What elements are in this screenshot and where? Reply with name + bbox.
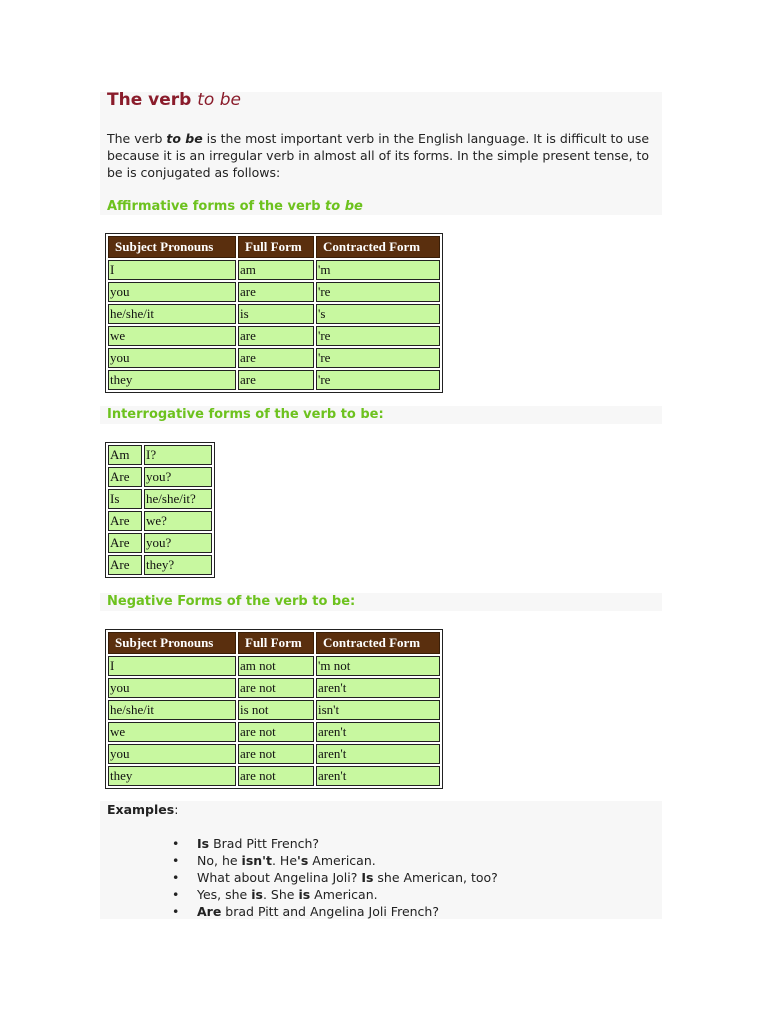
- table-cell: they: [108, 370, 236, 390]
- table-cell: you: [108, 744, 236, 764]
- table-row: [108, 744, 440, 764]
- table-cell: you: [108, 282, 236, 302]
- text: . He: [271, 853, 298, 868]
- list-item: [172, 835, 498, 852]
- table-row: [108, 260, 440, 280]
- table-cell: is: [238, 304, 314, 324]
- table-cell: 're: [316, 282, 440, 302]
- table-cell: isn't: [316, 700, 440, 720]
- list-item: [172, 886, 498, 903]
- interrogative-table: [105, 442, 215, 578]
- column-header: Full Form: [238, 632, 314, 654]
- table-header-row: [108, 632, 440, 654]
- text: Yes, she: [197, 887, 252, 902]
- table-cell: he/she/it: [108, 304, 236, 324]
- table-cell: Are: [108, 467, 142, 487]
- table-cell: am not: [238, 656, 314, 676]
- page-title: [107, 90, 241, 110]
- intro-paragraph: [107, 130, 655, 181]
- table-cell: Are: [108, 555, 142, 575]
- table-cell: aren't: [316, 678, 440, 698]
- negative-table: [105, 629, 443, 789]
- bold-text: Is: [197, 836, 210, 851]
- text: she American, too?: [373, 870, 498, 885]
- table-row: [108, 766, 440, 786]
- table-row: [108, 445, 212, 465]
- table-row: [108, 511, 212, 531]
- bold-text: Are: [197, 904, 222, 919]
- table-cell: I: [108, 260, 236, 280]
- table-cell: are: [238, 370, 314, 390]
- table-cell: are not: [238, 766, 314, 786]
- column-header: Full Form: [238, 236, 314, 258]
- column-header: Subject Pronouns: [108, 632, 236, 654]
- table-row: [108, 467, 212, 487]
- table-row: [108, 348, 440, 368]
- column-header: Contracted Form: [316, 632, 440, 654]
- list-item: [172, 903, 498, 920]
- examples-heading-colon: :: [174, 802, 179, 817]
- table-row: [108, 555, 212, 575]
- table-cell: you: [108, 678, 236, 698]
- text: American.: [310, 887, 378, 902]
- bold-text: Is: [361, 870, 374, 885]
- affirmative-table: [105, 233, 443, 393]
- list-item: [172, 852, 498, 869]
- table-cell: I?: [144, 445, 212, 465]
- table-cell: are: [238, 326, 314, 346]
- table-cell: Are: [108, 511, 142, 531]
- table-cell: are not: [238, 744, 314, 764]
- text: No, he: [197, 853, 242, 868]
- bold-text: isn't: [241, 853, 272, 868]
- table-row: [108, 304, 440, 324]
- page-title-emphasis: to be: [197, 90, 241, 110]
- intro-text-2: is the most important verb in the English language. It is difficult to use because it is an irregular verb in almost all of its forms. In the simple present tense, to be is conjugated as follows:: [107, 131, 650, 180]
- table-cell: we: [108, 722, 236, 742]
- text: Brad Pitt French?: [209, 836, 320, 851]
- table-cell: he/she/it: [108, 700, 236, 720]
- table-cell: you: [108, 348, 236, 368]
- table-cell: 're: [316, 348, 440, 368]
- table-cell: you?: [144, 533, 212, 553]
- table-row: [108, 326, 440, 346]
- table-row: [108, 282, 440, 302]
- table-cell: are not: [238, 678, 314, 698]
- bold-text: 's: [297, 853, 309, 868]
- table-cell: are not: [238, 722, 314, 742]
- text: What about Angelina Joli?: [197, 870, 362, 885]
- table-cell: are: [238, 348, 314, 368]
- text: . She: [262, 887, 299, 902]
- examples-heading-text: Examples: [107, 802, 175, 817]
- text: brad Pitt and Angelina Joli French?: [221, 904, 439, 919]
- page-title-main: The verb: [107, 90, 198, 110]
- table-row: [108, 533, 212, 553]
- table-cell: Are: [108, 533, 142, 553]
- table-cell: we?: [144, 511, 212, 531]
- text: American.: [308, 853, 376, 868]
- examples-heading: [107, 802, 178, 817]
- table-row: [108, 722, 440, 742]
- table-row: [108, 656, 440, 676]
- intro-text-1: The verb: [107, 131, 167, 146]
- affirmative-heading-emphasis: to be: [325, 199, 363, 214]
- column-header: Subject Pronouns: [108, 236, 236, 258]
- table-row: [108, 700, 440, 720]
- table-row: [108, 370, 440, 390]
- table-cell: they?: [144, 555, 212, 575]
- table-cell: is not: [238, 700, 314, 720]
- intro-bold-term: to be: [166, 131, 203, 146]
- negative-heading: Negative Forms of the verb to be:: [107, 594, 356, 609]
- examples-list: [172, 835, 498, 920]
- column-header: Contracted Form: [316, 236, 440, 258]
- table-cell: they: [108, 766, 236, 786]
- table-row: [108, 489, 212, 509]
- table-cell: am: [238, 260, 314, 280]
- table-cell: 'm: [316, 260, 440, 280]
- table-cell: aren't: [316, 722, 440, 742]
- table-cell: aren't: [316, 744, 440, 764]
- table-cell: aren't: [316, 766, 440, 786]
- table-row: [108, 678, 440, 698]
- table-cell: you?: [144, 467, 212, 487]
- table-cell: 're: [316, 326, 440, 346]
- bold-text: is: [251, 887, 263, 902]
- list-item: [172, 869, 498, 886]
- affirmative-heading-text: Affirmative forms of the verb: [107, 199, 326, 214]
- table-header-row: [108, 236, 440, 258]
- table-cell: he/she/it?: [144, 489, 212, 509]
- table-cell: 's: [316, 304, 440, 324]
- interrogative-heading: Interrogative forms of the verb to be:: [107, 407, 384, 422]
- table-cell: 'm not: [316, 656, 440, 676]
- table-cell: Is: [108, 489, 142, 509]
- table-cell: Am: [108, 445, 142, 465]
- affirmative-heading: [107, 199, 363, 214]
- bold-text: is: [298, 887, 311, 902]
- table-cell: are: [238, 282, 314, 302]
- table-cell: we: [108, 326, 236, 346]
- table-cell: 're: [316, 370, 440, 390]
- table-cell: I: [108, 656, 236, 676]
